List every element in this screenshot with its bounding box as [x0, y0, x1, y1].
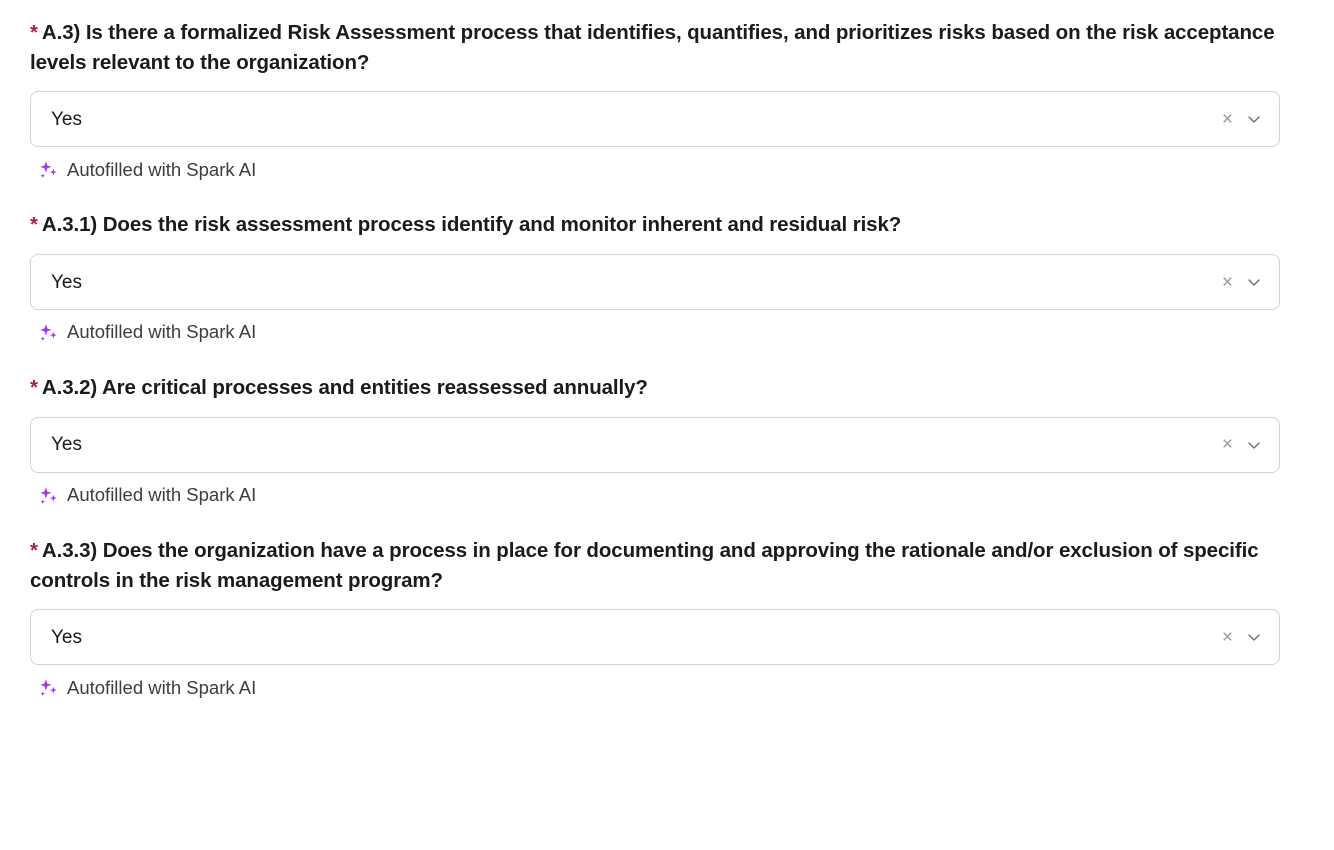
answer-select-a3[interactable]	[30, 91, 1280, 147]
question-text: A.3.3) Does the organization have a process in place for documenting and approving the rationale and/or exclusion of specific controls in the risk management program?	[30, 538, 1259, 592]
spark-ai-icon	[38, 677, 59, 698]
spark-ai-icon	[38, 159, 59, 180]
spark-ai-icon	[38, 322, 59, 343]
question-label	[30, 373, 1280, 403]
required-indicator: *	[30, 376, 38, 400]
spark-ai-icon	[38, 485, 59, 506]
question-block	[30, 18, 1304, 180]
autofill-note	[38, 485, 1304, 506]
answer-value: Yes	[51, 434, 82, 456]
question-text: A.3.1) Does the risk assessment process identify and monitor inherent and residual risk?	[41, 213, 902, 237]
autofill-label: Autofilled with Spark AI	[67, 321, 257, 343]
autofill-note	[38, 322, 1304, 343]
autofill-note	[38, 159, 1304, 180]
clear-icon[interactable]: ×	[1221, 626, 1233, 648]
autofill-label: Autofilled with Spark AI	[67, 676, 257, 698]
answer-value: Yes	[51, 626, 82, 648]
answer-select-a32[interactable]	[30, 417, 1280, 473]
chevron-down-icon[interactable]	[1243, 108, 1265, 130]
clear-icon[interactable]: ×	[1221, 434, 1233, 456]
chevron-down-icon[interactable]	[1243, 626, 1265, 648]
question-block	[30, 210, 1304, 343]
answer-value: Yes	[51, 271, 82, 293]
question-block	[30, 536, 1304, 698]
answer-value: Yes	[51, 108, 82, 130]
clear-icon[interactable]: ×	[1221, 108, 1233, 130]
required-indicator: *	[30, 538, 38, 562]
required-indicator: *	[30, 213, 38, 237]
required-indicator: *	[30, 21, 38, 44]
chevron-down-icon[interactable]	[1243, 434, 1265, 456]
question-label	[30, 536, 1280, 595]
question-label	[30, 210, 1280, 240]
answer-select-a31[interactable]	[30, 254, 1280, 310]
question-text: A.3) Is there a formalized Risk Assessment process that identifies, quantifies, and prioritizes risks based on the risk acceptance levels relevant to the organization?	[30, 21, 1275, 74]
autofill-label: Autofilled with Spark AI	[67, 158, 257, 180]
question-text: A.3.2) Are critical processes and entities reassessed annually?	[41, 376, 648, 400]
autofill-label: Autofilled with Spark AI	[67, 484, 257, 506]
answer-select-a33[interactable]	[30, 609, 1280, 665]
clear-icon[interactable]: ×	[1221, 271, 1233, 293]
autofill-note	[38, 677, 1304, 698]
question-label	[30, 18, 1280, 77]
chevron-down-icon[interactable]	[1243, 271, 1265, 293]
question-block	[30, 373, 1304, 506]
